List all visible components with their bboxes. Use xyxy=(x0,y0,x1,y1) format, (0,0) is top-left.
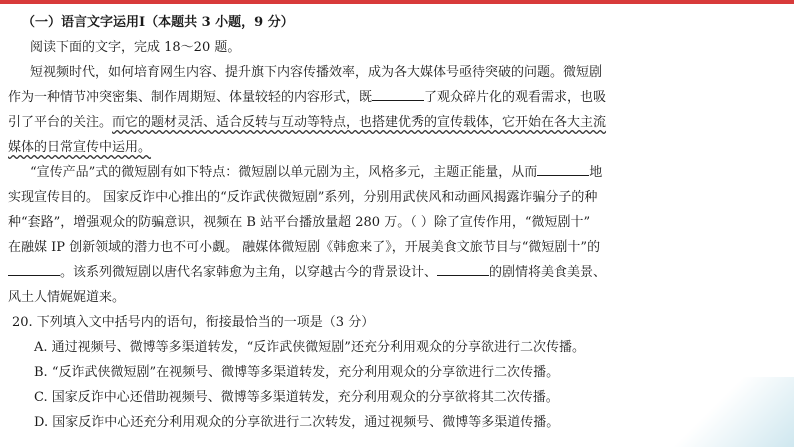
instruction-text: 阅读下面的文字，完成 18～20 题。 xyxy=(30,40,241,55)
answer-blank[interactable] xyxy=(437,261,489,276)
passage-line: 实现宣传目的。 国家反诈中心推出的“反诈武侠微短剧”系列，分别用武侠风和动画风揭露诈骗分子的种 xyxy=(8,190,598,205)
answer-blank[interactable] xyxy=(372,86,424,101)
passage-line: 短视频时代，如何培育网生内容、提升旗下内容传播效率，成为各大媒体号亟待突破的问题。微短剧 xyxy=(30,65,603,80)
passage-line xyxy=(8,135,784,160)
wavy-underlined-sentence: 媒体的日常宣传中运用。 xyxy=(8,140,152,155)
passage-line: 在融媒 IP 创新领域的潜力也不可小觑。 融媒体微短剧《韩愈来了》，开展美食文旅节目与“微短剧十”的 xyxy=(8,240,601,255)
passage-line: 种“套路”，增强观众的防骗意识，视频在 B 站平台播放量超 280 万。（ ）除了宣传作用，“微短剧十” xyxy=(8,215,591,230)
passage-line: 。该系列微短剧以唐代名家韩愈为主角，以穿越古今的背景设计、 的剧情将美食美景、 xyxy=(8,260,784,285)
passage-line: 引了平台的关注。而它的题材灵活、适合反转与互动等特点，也搭建优秀的宣传载体，它开始在各大主流 xyxy=(8,115,607,130)
top-accent-bar xyxy=(0,0,794,4)
section-heading: （一）语言文字运用Ⅰ（本题共 3 小题，9 分） xyxy=(22,15,294,30)
passage-line: “宣传产品”式的微短剧有如下特点：微短剧以单元剧为主，风格多元，主题正能量，从而 地 xyxy=(8,160,784,185)
question-stem: 20. 下列填入文中括号内的语句，衔接最恰当的一项是（3 分） xyxy=(12,315,375,330)
wavy-underlined-sentence: 而它的题材灵活、适合反转与互动等特点，也搭建优秀的宣传载体，它开始在各大主流 xyxy=(112,115,607,130)
option-b[interactable]: B. “反诈武侠微短剧”在视频号、微博等多渠道转发，充分利用观众的分享欲进行二次传播。 xyxy=(34,365,560,380)
option-a[interactable]: A. 通过视频号、微博等多渠道转发，“反诈武侠微短剧”还充分利用观众的分享欲进行二次传播。 xyxy=(34,340,585,355)
passage-line: 作为一种情节冲突密集、制作周期短、体量较轻的内容形式，既 了观众碎片化的观看需求，也吸 xyxy=(8,85,784,110)
option-d[interactable]: D. 国家反诈中心还充分利用观众的分享欲进行二次转发，通过视频号、微博等多渠道传播。 xyxy=(34,415,560,430)
answer-blank[interactable] xyxy=(537,161,589,176)
passage-line: 风土人情娓娓道来。 xyxy=(8,290,126,305)
option-c[interactable]: C. 国家反诈中心还借助视频号、微博等多渠道转发，充分利用观众的分享欲将其二次传播。 xyxy=(34,390,559,405)
document-page xyxy=(8,10,784,435)
answer-blank[interactable] xyxy=(8,261,60,276)
